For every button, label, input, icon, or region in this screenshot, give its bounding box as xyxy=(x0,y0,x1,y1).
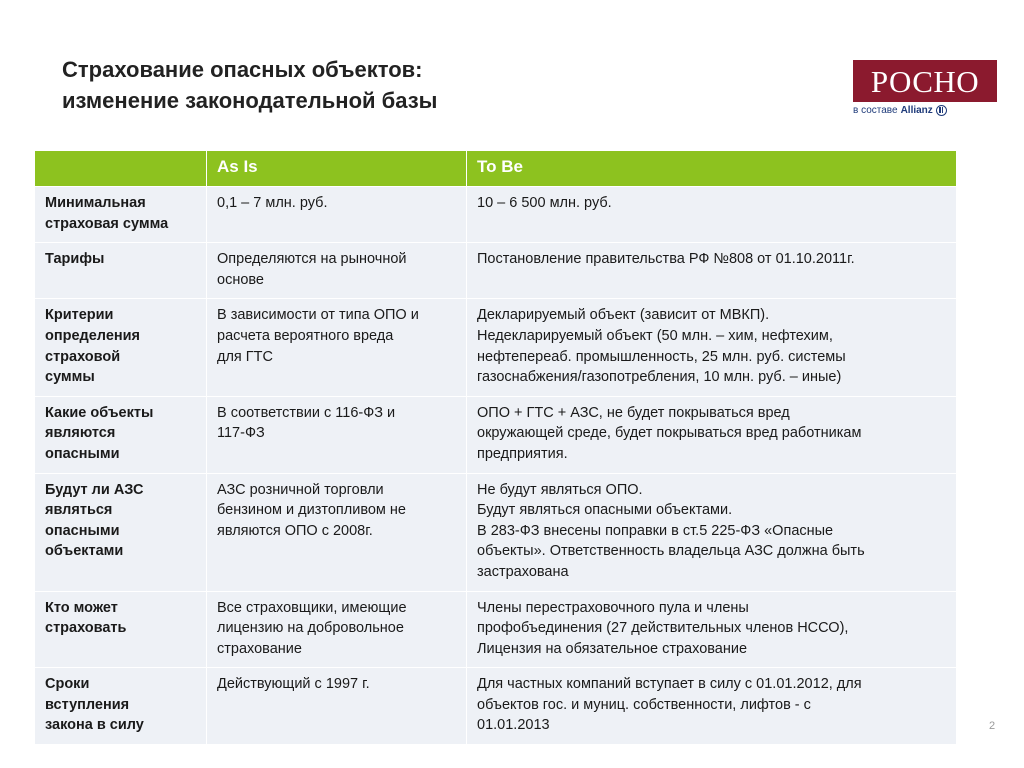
header-cell-blank xyxy=(35,151,207,187)
cell-text-line: Сроки xyxy=(45,676,90,693)
row-label-cell xyxy=(35,187,207,243)
cell-text-line: закона в силу xyxy=(45,717,144,734)
cell-text-line: расчета вероятного вреда xyxy=(217,327,394,344)
cell-text-line: Лицензия на обязательное страхование xyxy=(477,640,748,657)
cell-text-line: лицензию на добровольное xyxy=(217,620,404,637)
cell-text-line: Тарифы xyxy=(45,251,105,268)
allianz-icon xyxy=(936,105,947,116)
cell-text-line: ОПО + ГТС + АЗС, не будет покрываться вред xyxy=(477,404,790,421)
cell-text-line: нефтепереаб. промышленность, 25 млн. руб. системы xyxy=(477,348,846,365)
logo-box xyxy=(853,60,997,102)
to-be-cell xyxy=(467,591,957,668)
logo-sub-brand: Allianz xyxy=(900,105,933,116)
to-be-cell xyxy=(467,299,957,396)
table-row xyxy=(35,243,957,299)
cell-text-line: Действующий с 1997 г. xyxy=(217,676,370,693)
cell-text-line: бензином и дизтопливом не xyxy=(217,502,406,519)
comparison-table xyxy=(34,150,957,745)
table-row xyxy=(35,591,957,668)
cell-text-line: опасными xyxy=(45,522,120,539)
cell-text-line: В соответствии с 116-ФЗ и xyxy=(217,404,396,421)
as-is-cell xyxy=(207,299,467,396)
cell-text-line: страхование xyxy=(217,640,302,657)
table-row xyxy=(35,299,957,396)
slide-title-line: изменение законодательной базы xyxy=(62,88,438,113)
cell-text-line: суммы xyxy=(45,369,95,386)
cell-text-line: застрахована xyxy=(477,563,569,580)
rosno-logo xyxy=(853,60,998,116)
cell-text-line: профобъединения (27 действительных членов НССО), xyxy=(477,620,849,637)
as-is-cell xyxy=(207,473,467,591)
table-row xyxy=(35,668,957,745)
cell-text-line: являются ОПО с 2008г. xyxy=(217,522,373,539)
table-row xyxy=(35,187,957,243)
row-label-cell xyxy=(35,396,207,473)
to-be-cell xyxy=(467,243,957,299)
cell-text-line: Будут ли АЗС xyxy=(45,481,144,498)
row-label-cell xyxy=(35,668,207,745)
cell-text-line: 10 – 6 500 млн. руб. xyxy=(477,195,612,211)
logo-sub-prefix: в составе xyxy=(853,105,898,116)
cell-text-line: 0,1 – 7 млн. руб. xyxy=(217,195,328,211)
cell-text-line: Недекларируемый объект (50 млн. – хим, нефтехим, xyxy=(477,327,833,344)
cell-text-line: 01.01.2013 xyxy=(477,717,550,734)
cell-text-line: Какие объекты xyxy=(45,404,154,421)
to-be-cell xyxy=(467,187,957,243)
as-is-cell xyxy=(207,396,467,473)
as-is-cell xyxy=(207,668,467,745)
table-row xyxy=(35,396,957,473)
row-label-cell xyxy=(35,591,207,668)
cell-text-line: объектами xyxy=(45,543,124,560)
cell-text-line: Кто может xyxy=(45,599,118,616)
cell-text-line: объекты». Ответственность владельца АЗС должна быть xyxy=(477,543,865,560)
cell-text-line: В зависимости от типа ОПО и xyxy=(217,307,419,324)
to-be-cell xyxy=(467,396,957,473)
row-label-cell xyxy=(35,299,207,396)
row-label-cell xyxy=(35,473,207,591)
table-header-row xyxy=(35,151,957,187)
cell-text-line: вступления xyxy=(45,696,130,713)
cell-text-line: Декларируемый объект (зависит от МВКП). xyxy=(477,307,770,324)
logo-subline xyxy=(853,105,998,116)
cell-text-line: опасными xyxy=(45,445,120,462)
cell-text-line: являются xyxy=(45,425,116,442)
cell-text-line: Для частных компаний вступает в силу с 01.01.2012, для xyxy=(477,676,862,693)
cell-text-line: АЗС розничной торговли xyxy=(217,481,384,498)
logo-wordmark: РОСНО xyxy=(870,63,980,99)
cell-text-line: для ГТС xyxy=(217,348,273,365)
row-label-cell xyxy=(35,243,207,299)
cell-text-line: газоснабжения/газопотребления, 10 млн. руб. – иные) xyxy=(477,369,842,386)
cell-text-line: Будут являться опасными объектами. xyxy=(477,502,733,519)
cell-text-line: являться xyxy=(45,502,113,519)
cell-text-line: объектов гос. и муниц. собственности, лифтов - с xyxy=(477,696,811,713)
cell-text-line: окружающей среде, будет покрываться вред работникам xyxy=(477,425,862,442)
cell-text-line: Все страховщики, имеющие xyxy=(217,599,407,616)
cell-text-line: основе xyxy=(217,271,264,288)
page-number: 2 xyxy=(989,720,996,732)
as-is-cell xyxy=(207,243,467,299)
cell-text-line: Постановление правительства РФ №808 от 01.10.2011г. xyxy=(477,251,855,268)
cell-text-line: предприятия. xyxy=(477,445,568,462)
cell-text-line: страховая сумма xyxy=(45,215,169,232)
cell-text-line: Члены перестраховочного пула и члены xyxy=(477,599,749,616)
cell-text-line: страховой xyxy=(45,348,121,365)
slide-title-line: Страхование опасных объектов: xyxy=(62,57,423,82)
table-row xyxy=(35,473,957,591)
cell-text-line: Минимальная xyxy=(45,195,146,211)
cell-text-line: страховать xyxy=(45,620,127,637)
cell-text-line: В 283-ФЗ внесены поправки в ст.5 225-ФЗ «Опасные xyxy=(477,522,834,539)
header-cell-as-is: As Is xyxy=(207,151,467,187)
cell-text-line: Не будут являться ОПО. xyxy=(477,481,643,498)
to-be-cell xyxy=(467,473,957,591)
to-be-cell xyxy=(467,668,957,745)
cell-text-line: Определяются на рыночной xyxy=(217,251,407,268)
as-is-cell xyxy=(207,187,467,243)
cell-text-line: определения xyxy=(45,327,141,344)
as-is-cell xyxy=(207,591,467,668)
header-cell-to-be: To Be xyxy=(467,151,957,187)
cell-text-line: Критерии xyxy=(45,307,114,324)
slide-title xyxy=(62,54,437,116)
cell-text-line: 117-ФЗ xyxy=(217,425,265,442)
